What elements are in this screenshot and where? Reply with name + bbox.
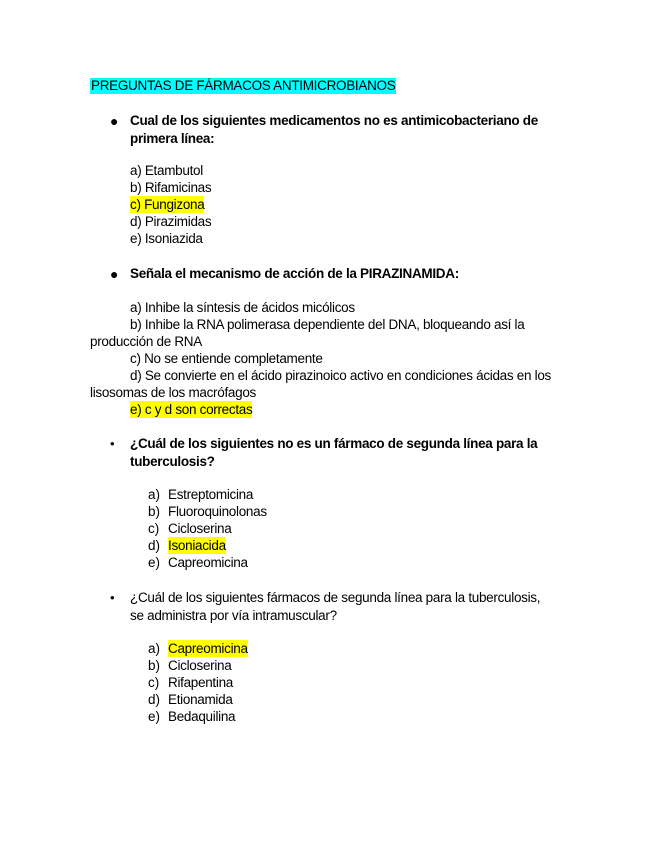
q2-option-d-line1: d) Se convierte en el ácido pirazinoico activo en condiciones ácidas en los <box>130 368 552 383</box>
q4-letter-b: b) <box>148 658 161 673</box>
q1-option-a: a) Etambutol <box>130 163 203 178</box>
bullet-icon: ● <box>110 266 119 282</box>
question-3: ¿Cuál de los siguientes no es un fármaco de segunda línea para la tuberculosis? <box>130 436 538 469</box>
q4-letter-e: e) <box>148 709 161 724</box>
question-4: ¿Cuál de los siguientes fármacos de segunda línea para la tuberculosis, se administra por vía intramuscular? <box>130 590 541 623</box>
q4-letter-c: c) <box>148 675 160 690</box>
q4-option-a-correct: Capreomicina <box>168 641 248 656</box>
bullet-icon: ● <box>110 113 119 129</box>
q1-option-c-correct: c) Fungizona <box>130 197 205 212</box>
q4-letter-d: d) <box>148 692 161 707</box>
q4-option-e: Bedaquilina <box>168 709 236 724</box>
q3-option-b: Fluoroquinolonas <box>168 504 267 519</box>
q3-option-e: Capreomicina <box>168 555 248 570</box>
q4-option-d: Etionamida <box>168 692 233 707</box>
q4-option-b: Cicloserina <box>168 658 232 673</box>
q1-option-b: b) Rifamicinas <box>130 180 212 195</box>
q2-option-b-line2: producción de RNA <box>90 334 202 349</box>
q2-option-a: a) Inhibe la síntesis de ácidos micólicos <box>130 300 355 315</box>
q3-letter-a: a) <box>148 487 161 502</box>
q2-option-d-line2: lisosomas de los macrófagos <box>90 385 256 400</box>
q4-letter-a: a) <box>148 641 161 656</box>
document-title: PREGUNTAS DE FÁRMACOS ANTIMICROBIANOS <box>91 78 396 93</box>
q3-option-d-correct: Isoniacida <box>168 538 226 553</box>
question-2: Señala el mecanismo de acción de la PIRAZINAMIDA: <box>130 266 459 281</box>
q3-option-a: Estreptomicina <box>168 487 254 502</box>
q3-letter-b: b) <box>148 504 161 519</box>
bullet-icon: • <box>110 590 115 605</box>
q3-letter-c: c) <box>148 521 160 536</box>
q1-option-e: e) Isoniazida <box>130 231 203 246</box>
q3-letter-e: e) <box>148 555 161 570</box>
q2-option-e-correct: e) c y d son correctas <box>130 402 253 417</box>
bullet-icon: • <box>110 436 115 451</box>
q2-option-c: c) No se entiende completamente <box>130 351 323 366</box>
q3-letter-d: d) <box>148 538 161 553</box>
q2-option-b-line1: b) Inhibe la RNA polimerasa dependiente del DNA, bloqueando así la <box>130 317 525 332</box>
q3-option-c: Cicloserina <box>168 521 232 536</box>
q1-option-d: d) Pirazimidas <box>130 214 212 229</box>
question-1: Cual de los siguientes medicamentos no es antimicobacteriano de primera línea: <box>130 113 538 146</box>
q4-option-c: Rifapentina <box>168 675 233 690</box>
